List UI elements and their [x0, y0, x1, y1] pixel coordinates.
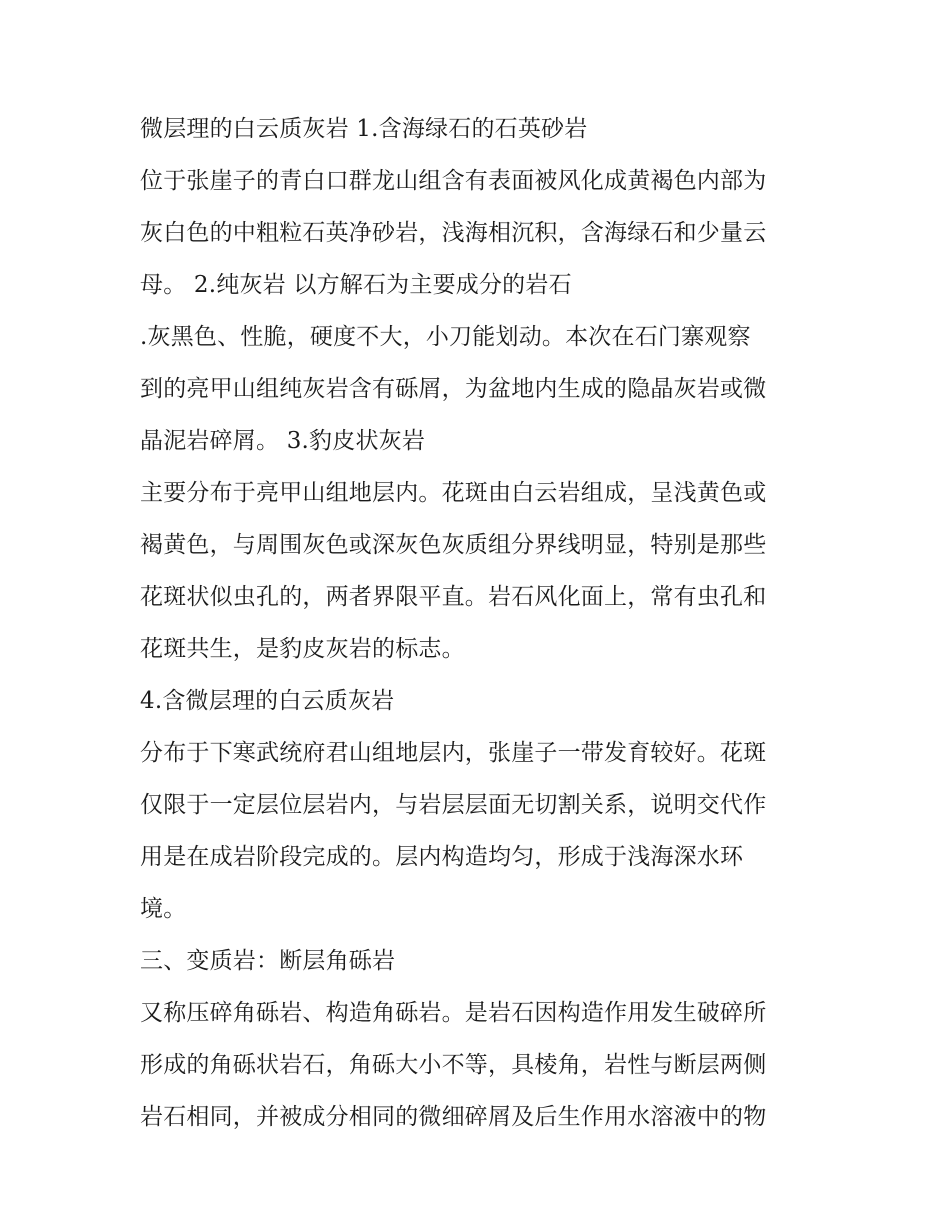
text-line: 仅限于一定层位层岩内，与岩层层面无切割关系，说明交代作: [140, 792, 767, 818]
text-line: 灰白色的中粗粒石英净砂岩，浅海相沉积，含海绿石和少量云: [140, 220, 767, 246]
text-line: 微层理的白云质灰岩 1.含海绿石的石英砂岩: [140, 116, 588, 142]
text-line: 晶泥岩碎屑。 3.豹皮状灰岩: [140, 428, 426, 454]
text-line: 形成的角砾状岩石，角砾大小不等，具棱角，岩性与断层两侧: [140, 1052, 767, 1078]
text-line: 母。 2.纯灰岩 以方解石为主要成分的岩石: [140, 272, 572, 298]
text-line: 主要分布于亮甲山组地层内。花斑由白云岩组成，呈浅黄色或: [140, 480, 767, 506]
text-line: 花斑状似虫孔的，两者界限平直。岩石风化面上，常有虫孔和: [140, 584, 767, 610]
text-line: .灰黑色、性脆，硬度不大，小刀能划动。本次在石门寨观察: [140, 324, 751, 350]
section-heading: 三、变质岩：断层角砾岩: [140, 948, 396, 974]
text-line: 又称压碎角砾岩、构造角砾岩。是岩石因构造作用发生破碎所: [140, 1000, 767, 1026]
section-heading: 4.含微层理的白云质灰岩: [140, 688, 395, 714]
text-line: 位于张崖子的青白口群龙山组含有表面被风化成黄褐色内部为: [140, 168, 767, 194]
document-body: [140, 103, 820, 1143]
text-line: 褐黄色，与周围灰色或深灰色灰质组分界线明显，特别是那些: [140, 532, 767, 558]
text-line: 用是在成岩阶段完成的。层内构造均匀，形成于浅海深水环: [140, 844, 744, 870]
text-line: 花斑共生，是豹皮灰岩的标志。: [140, 636, 465, 662]
text-line: 分布于下寒武统府君山组地层内，张崖子一带发育较好。花斑: [140, 740, 767, 766]
text-line: 岩石相同，并被成分相同的微细碎屑及后生作用水溶液中的物: [140, 1104, 767, 1130]
text-line: 到的亮甲山组纯灰岩含有砾屑，为盆地内生成的隐晶灰岩或微: [140, 376, 767, 402]
text-line: 境。: [140, 896, 187, 922]
